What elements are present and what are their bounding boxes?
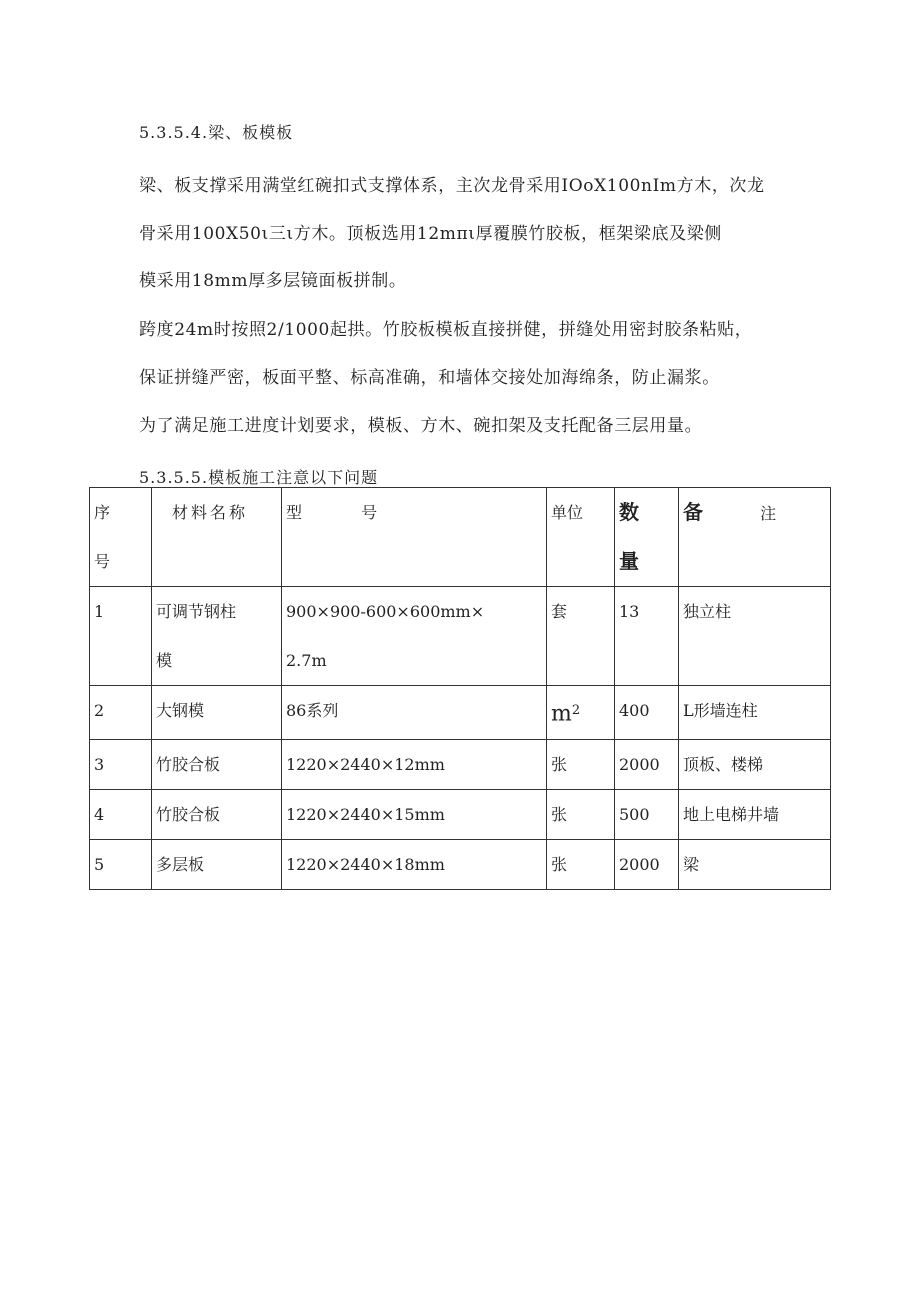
row-4-material: 竹胶合板 <box>152 790 282 840</box>
row-2-unit-base: m <box>551 701 572 727</box>
row-4-model: 1220×2440×15mm <box>282 790 547 840</box>
header-model-char-1: 型 <box>286 503 303 522</box>
row-1-model-line-1: 900×900-600×600mm× <box>286 602 485 621</box>
row-3-qty: 2000 <box>615 740 679 790</box>
header-remark <box>679 488 831 587</box>
header-model-char-2: 号 <box>361 503 378 522</box>
table-row <box>90 840 831 890</box>
row-1-material-line-2: 模 <box>156 651 173 670</box>
row-3-remark: 顶板、楼梯 <box>679 740 831 790</box>
header-no-line-2: 号 <box>94 552 111 571</box>
row-4-qty: 500 <box>615 790 679 840</box>
header-model <box>282 488 547 587</box>
row-5-no: 5 <box>90 840 152 890</box>
header-no <box>90 488 152 587</box>
row-4-remark: 地上电梯井墙 <box>679 790 831 840</box>
paragraph-2-line-2: 保证拼缝严密，板面平整、标高准确，和墙体交接处加海绵条，防止漏浆。 <box>139 368 720 388</box>
row-1-no: 1 <box>90 587 152 686</box>
row-2-material: 大钢模 <box>152 686 282 740</box>
paragraph-1-line-2: 骨采用100X50ι三ι方木。顶板选用12mπι厚覆膜竹胶板，框架梁底及梁侧 <box>139 224 722 244</box>
header-unit-label: 单位 <box>551 503 584 522</box>
row-5-model: 1220×2440×18mm <box>282 840 547 890</box>
row-3-model: 1220×2440×12mm <box>282 740 547 790</box>
row-5-unit: 张 <box>547 840 615 890</box>
row-2-remark: L形墙连柱 <box>679 686 831 740</box>
row-1-material-line-1: 可调节钢柱 <box>156 602 237 621</box>
header-material-label: 材料名称 <box>172 503 249 522</box>
row-4-no: 4 <box>90 790 152 840</box>
row-5-material: 多层板 <box>152 840 282 890</box>
table-header-row <box>90 488 831 587</box>
table-row <box>90 587 831 686</box>
header-no-line-1: 序 <box>94 503 111 522</box>
row-5-qty: 2000 <box>615 840 679 890</box>
row-3-no: 3 <box>90 740 152 790</box>
row-1-model <box>282 587 547 686</box>
header-material <box>152 488 282 587</box>
row-1-qty: 13 <box>615 587 679 686</box>
header-qty-line-2: 量 <box>619 549 639 573</box>
header-remark-char-1: 备 <box>683 500 703 524</box>
row-1-model-line-2: 2.7m <box>286 651 327 670</box>
row-1-unit: 套 <box>547 587 615 686</box>
paragraph-2-line-1: 跨度24m时按照2/1000起拱。竹胶板模板直接拼健，拼缝处用密封胶条粘贴， <box>139 320 753 340</box>
section-heading: 5.3.5.4.梁、板模板 <box>139 123 294 142</box>
row-2-no: 2 <box>90 686 152 740</box>
table-row <box>90 686 831 740</box>
row-2-qty: 400 <box>615 686 679 740</box>
row-5-remark: 梁 <box>679 840 831 890</box>
header-qty-line-1: 数 <box>619 500 639 524</box>
row-2-unit-exponent: 2 <box>571 703 581 718</box>
table-row <box>90 740 831 790</box>
paragraph-3: 为了满足施工进度计划要求，模板、方木、碗扣架及支托配备三层用量。 <box>139 416 703 436</box>
header-qty <box>615 488 679 587</box>
header-remark-char-2: 注 <box>760 504 777 523</box>
row-3-material: 竹胶合板 <box>152 740 282 790</box>
table-heading: 5.3.5.5.模板施工注意以下问题 <box>139 468 379 487</box>
paragraph-1-line-3: 模采用18mm厚多层镜面板拼制。 <box>139 271 407 291</box>
row-3-unit: 张 <box>547 740 615 790</box>
row-1-material <box>152 587 282 686</box>
header-unit <box>547 488 615 587</box>
row-1-remark: 独立柱 <box>679 587 831 686</box>
paragraph-1-line-1: 梁、板支撑采用满堂红碗扣式支撑体系，主次龙骨采用IOoX100nIm方木，次龙 <box>139 176 765 196</box>
row-4-unit: 张 <box>547 790 615 840</box>
row-2-unit <box>547 686 615 740</box>
table-row <box>90 790 831 840</box>
row-2-model: 86系列 <box>282 686 547 740</box>
formwork-material-table <box>89 487 831 890</box>
